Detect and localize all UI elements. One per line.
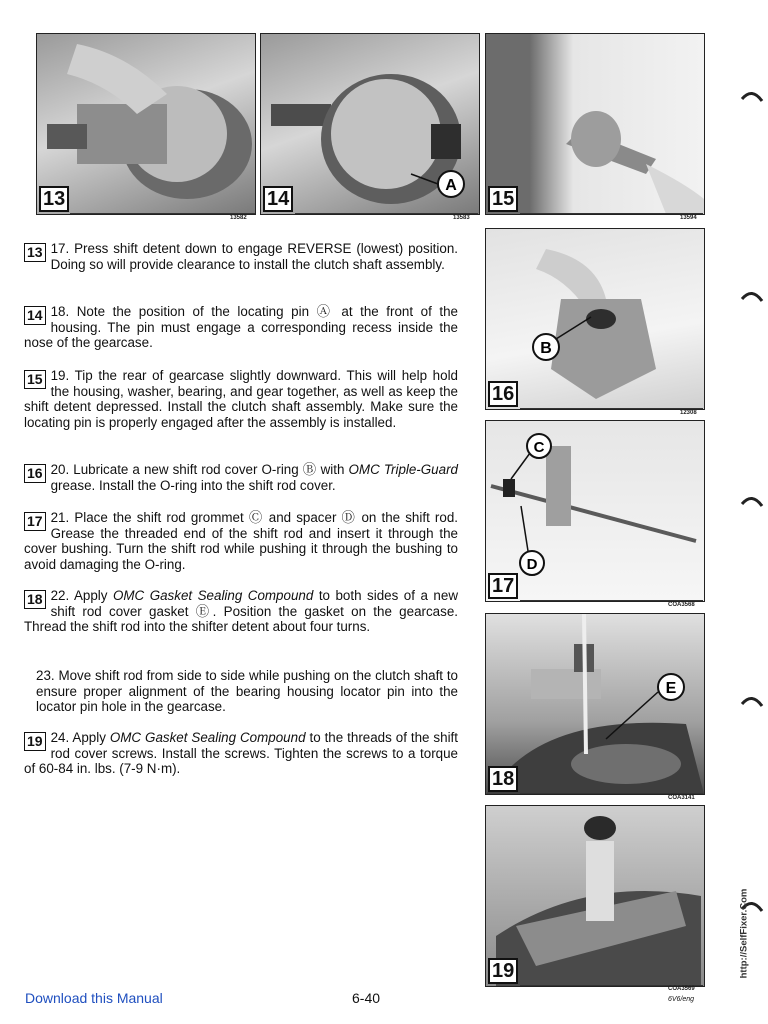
figure-code: 12308 [680,410,697,416]
figure-rule [295,213,478,214]
step-text: 18. Note the position of the locating pin Ⓐ at the front of the housing. The pin must engage a corresponding recess inside the nose of the gearcase. [24,304,458,351]
figure-code: 13583 [453,215,470,221]
step-text-post: to the threads of the shift rod cover screws. Install the screws. Tighten the screws to a torque of 60-84 in. lbs. (7-9 N·m). [24,730,458,777]
figure-16-photo [485,228,705,410]
product-name: OMC Triple-Guard [348,462,458,477]
step-text-post: to both sides of a new shift rod cover gasket Ⓔ. Position the gasket on the gearcase. Thread the shift rod into the shifter detent about four turns. [24,588,458,635]
step-text-pre: 24. Apply [50,730,110,745]
callout-e: E [665,680,677,697]
step-18 [24,304,458,351]
binding-mark [740,490,764,514]
gasket-illustration [486,614,704,794]
figure-rule [520,408,703,409]
figure-number: 13 [39,186,69,212]
figure-number: 16 [488,381,518,407]
figure-number: 17 [488,573,518,599]
figure-19-photo [485,805,705,987]
callout-b: B [540,340,552,357]
callout-d: D [526,556,538,573]
figure-14-photo [260,33,480,215]
step-text: 23. Move shift rod from side to side while pushing on the clutch shaft to ensure proper alignment of the bearing housing locator pin into the locator pin hole in the gearcase. [36,668,458,715]
figure-15-photo [485,33,705,215]
step-23 [36,668,458,715]
figure-code: COA3569 [668,986,695,992]
step-text: 21. Place the shift rod grommet Ⓒ and spacer Ⓓ on the shift rod. Grease the threaded end of the shift rod and insert it through the cover bushing. Turn the shift rod while pushing it through the bushing to avoid damaging the O-ring. [24,510,458,572]
figure-ref-badge: 18 [24,590,46,609]
step-text-post: grease. Install the O-ring into the shift rod cover. [50,477,336,493]
binding-mark [740,690,764,714]
figure-13-photo [36,33,256,215]
figure-17-photo [485,420,705,602]
product-name: OMC Gasket Sealing Compound [109,730,306,745]
figure-number: 14 [263,186,293,212]
figure-number: 15 [488,186,518,212]
cover-installed-illustration [486,806,704,986]
figure-ref-badge: 13 [24,243,46,262]
figure-rule [70,213,255,214]
figure-rule [520,600,703,601]
step-24 [24,730,458,777]
figure-rule [520,793,703,794]
step-text: 19. Tip the rear of gearcase slightly downward. This will help hold the housing, washer, bearing, and gear together, as well as keep the shift detent depressed. Install the clutch shaft assembly. Make sure the locating pin is properly engaged after the assembly is installed. [24,368,458,430]
edition-code: 6V6/eng [668,996,695,1003]
figure-ref-badge: 16 [24,464,46,483]
step-text-pre: 22. Apply [50,588,113,603]
binding-mark [740,285,764,309]
step-19 [24,368,458,430]
figure-code: 13582 [230,215,247,221]
callout-a: A [445,177,457,194]
figure-18-photo [485,613,705,795]
step-21 [24,510,458,572]
figure-code: COA3568 [668,602,695,608]
step-text: 17. Press shift detent down to engage REVERSE (lowest) position. Doing so will provide clearance to install the clutch shaft assembly. [50,241,458,272]
watermark-url: http://SelfFixer.Com [738,888,750,979]
figure-rule [520,213,703,214]
figure-ref-badge: 14 [24,306,46,325]
gear-assembly-illustration [37,34,255,214]
figure-ref-badge: 17 [24,512,46,531]
shift-rod-cover-illustration [486,229,704,409]
callout-c: C [533,439,545,456]
step-text-pre: 20. Lubricate a new shift rod cover O-ring Ⓑ with [50,462,349,477]
figure-code: 13594 [680,215,697,221]
page-number: 6-40 [352,990,381,1006]
step-20 [24,462,458,493]
figure-ref-badge: 19 [24,732,46,751]
step-17 [24,241,458,272]
step-22 [24,588,458,635]
figure-number: 19 [488,958,518,984]
housing-illustration [261,34,479,214]
figure-ref-badge: 15 [24,370,46,389]
figure-number: 18 [488,766,518,792]
figure-code: COA3141 [668,795,695,801]
download-manual-link[interactable]: Download this Manual [25,990,163,1006]
clutch-shaft-illustration [486,34,704,214]
product-name: OMC Gasket Sealing Compound [112,588,314,603]
shift-rod-illustration [486,421,704,601]
binding-mark [740,85,764,109]
